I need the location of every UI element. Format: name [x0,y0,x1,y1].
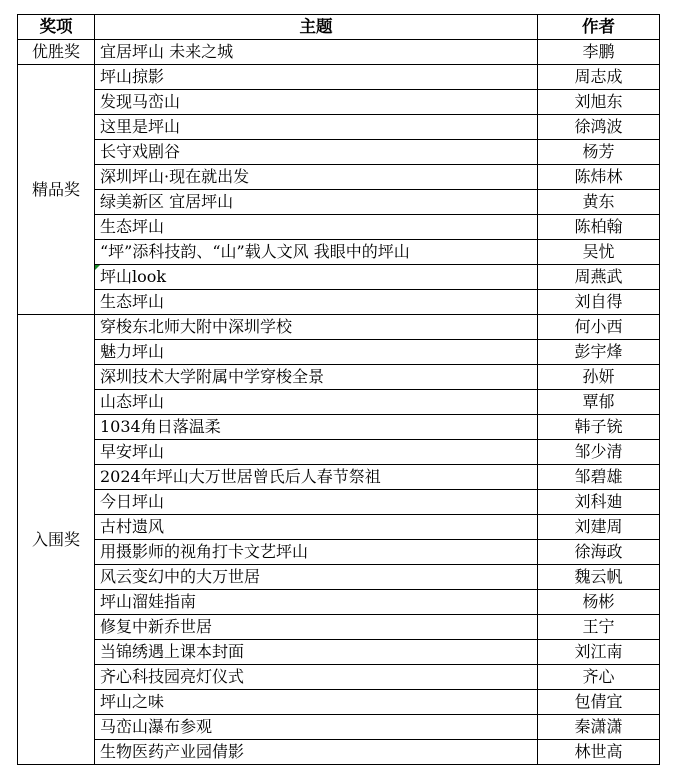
table-row [18,565,660,590]
work-author: 刘旭东 [538,90,660,115]
work-author: 彭宇烽 [538,340,660,365]
work-author: 吴忧 [538,240,660,265]
work-author: 陈柏翰 [538,215,660,240]
work-author: 何小西 [538,315,660,340]
work-title: 发现马峦山 [95,90,538,115]
table-row [18,740,660,765]
table-row [18,440,660,465]
work-author: 周志成 [538,65,660,90]
work-title: 深圳技术大学附属中学穿梭全景 [95,365,538,390]
work-author: 邹碧雄 [538,465,660,490]
work-author: 王宁 [538,615,660,640]
work-author: 徐鸿波 [538,115,660,140]
work-title: 风云变幻中的大万世居 [95,565,538,590]
work-title: 坪山之味 [95,690,538,715]
work-title: 1034角日落温柔 [95,415,538,440]
work-title: 深圳坪山·现在就出发 [95,165,538,190]
table-row [18,215,660,240]
work-author: 杨彬 [538,590,660,615]
table-row [18,465,660,490]
work-title: 生态坪山 [95,290,538,315]
work-title: 魅力坪山 [95,340,538,365]
header-title: 主题 [95,15,538,40]
work-author: 徐海政 [538,540,660,565]
work-title: 古村遗风 [95,515,538,540]
work-author: 刘江南 [538,640,660,665]
table-row [18,365,660,390]
work-title: 修复中新乔世居 [95,615,538,640]
work-author: 陈炜林 [538,165,660,190]
work-title: 生物医药产业园倩影 [95,740,538,765]
table-row [18,540,660,565]
work-title: 今日坪山 [95,490,538,515]
table-row [18,40,660,65]
table-header [18,15,660,40]
work-title: 坪山掠影 [95,65,538,90]
work-author: 林世高 [538,740,660,765]
table-row [18,240,660,265]
award-table [17,14,660,765]
table-row [18,190,660,215]
header-row [18,15,660,40]
table-row [18,690,660,715]
work-author: 秦潇潇 [538,715,660,740]
table-row [18,140,660,165]
work-author: 魏云帆 [538,565,660,590]
table-row [18,640,660,665]
work-title: 马峦山瀑布参观 [95,715,538,740]
work-title: 穿梭东北师大附中深圳学校 [95,315,538,340]
work-title: 长守戏剧谷 [95,140,538,165]
header-author: 作者 [538,15,660,40]
work-title: 这里是坪山 [95,115,538,140]
table-body [18,40,660,765]
work-title: 宜居坪山 未来之城 [95,40,538,65]
award-category: 入围奖 [18,315,95,765]
header-award: 奖项 [18,15,95,40]
work-title: 早安坪山 [95,440,538,465]
work-author: 包倩宜 [538,690,660,715]
work-title: 2024年坪山大万世居曾氏后人春节祭祖 [95,465,538,490]
award-category: 优胜奖 [18,40,95,65]
work-title: 坪山溜娃指南 [95,590,538,615]
table-row [18,315,660,340]
work-title: “坪”添科技韵、“山”载人文风 我眼中的坪山 [95,240,538,265]
award-category: 精品奖 [18,65,95,315]
table-row [18,415,660,440]
work-author: 刘建周 [538,515,660,540]
work-author: 邹少清 [538,440,660,465]
work-title: 山态坪山 [95,390,538,415]
table-row [18,65,660,90]
work-author: 孙妍 [538,365,660,390]
table-row [18,90,660,115]
work-author: 杨芳 [538,140,660,165]
table-row [18,590,660,615]
table-row [18,115,660,140]
work-title-text: 坪山look [100,267,167,286]
work-author: 齐心 [538,665,660,690]
work-author: 刘科廸 [538,490,660,515]
work-title: 用摄影师的视角打卡文艺坪山 [95,540,538,565]
work-title: 齐心科技园亮灯仪式 [95,665,538,690]
work-title: 当锦绣遇上课本封面 [95,640,538,665]
work-title [95,265,538,290]
work-author: 韩子铳 [538,415,660,440]
table-row [18,390,660,415]
table-row [18,290,660,315]
work-title: 生态坪山 [95,215,538,240]
work-author: 刘自得 [538,290,660,315]
work-author: 李鹏 [538,40,660,65]
table-row [18,615,660,640]
work-author: 覃郁 [538,390,660,415]
table-row [18,265,660,290]
table-row [18,515,660,540]
table-row [18,715,660,740]
table-row [18,665,660,690]
table-row [18,165,660,190]
work-title: 绿美新区 宜居坪山 [95,190,538,215]
table-row [18,340,660,365]
work-author: 黄东 [538,190,660,215]
work-author: 周燕武 [538,265,660,290]
table-row [18,490,660,515]
